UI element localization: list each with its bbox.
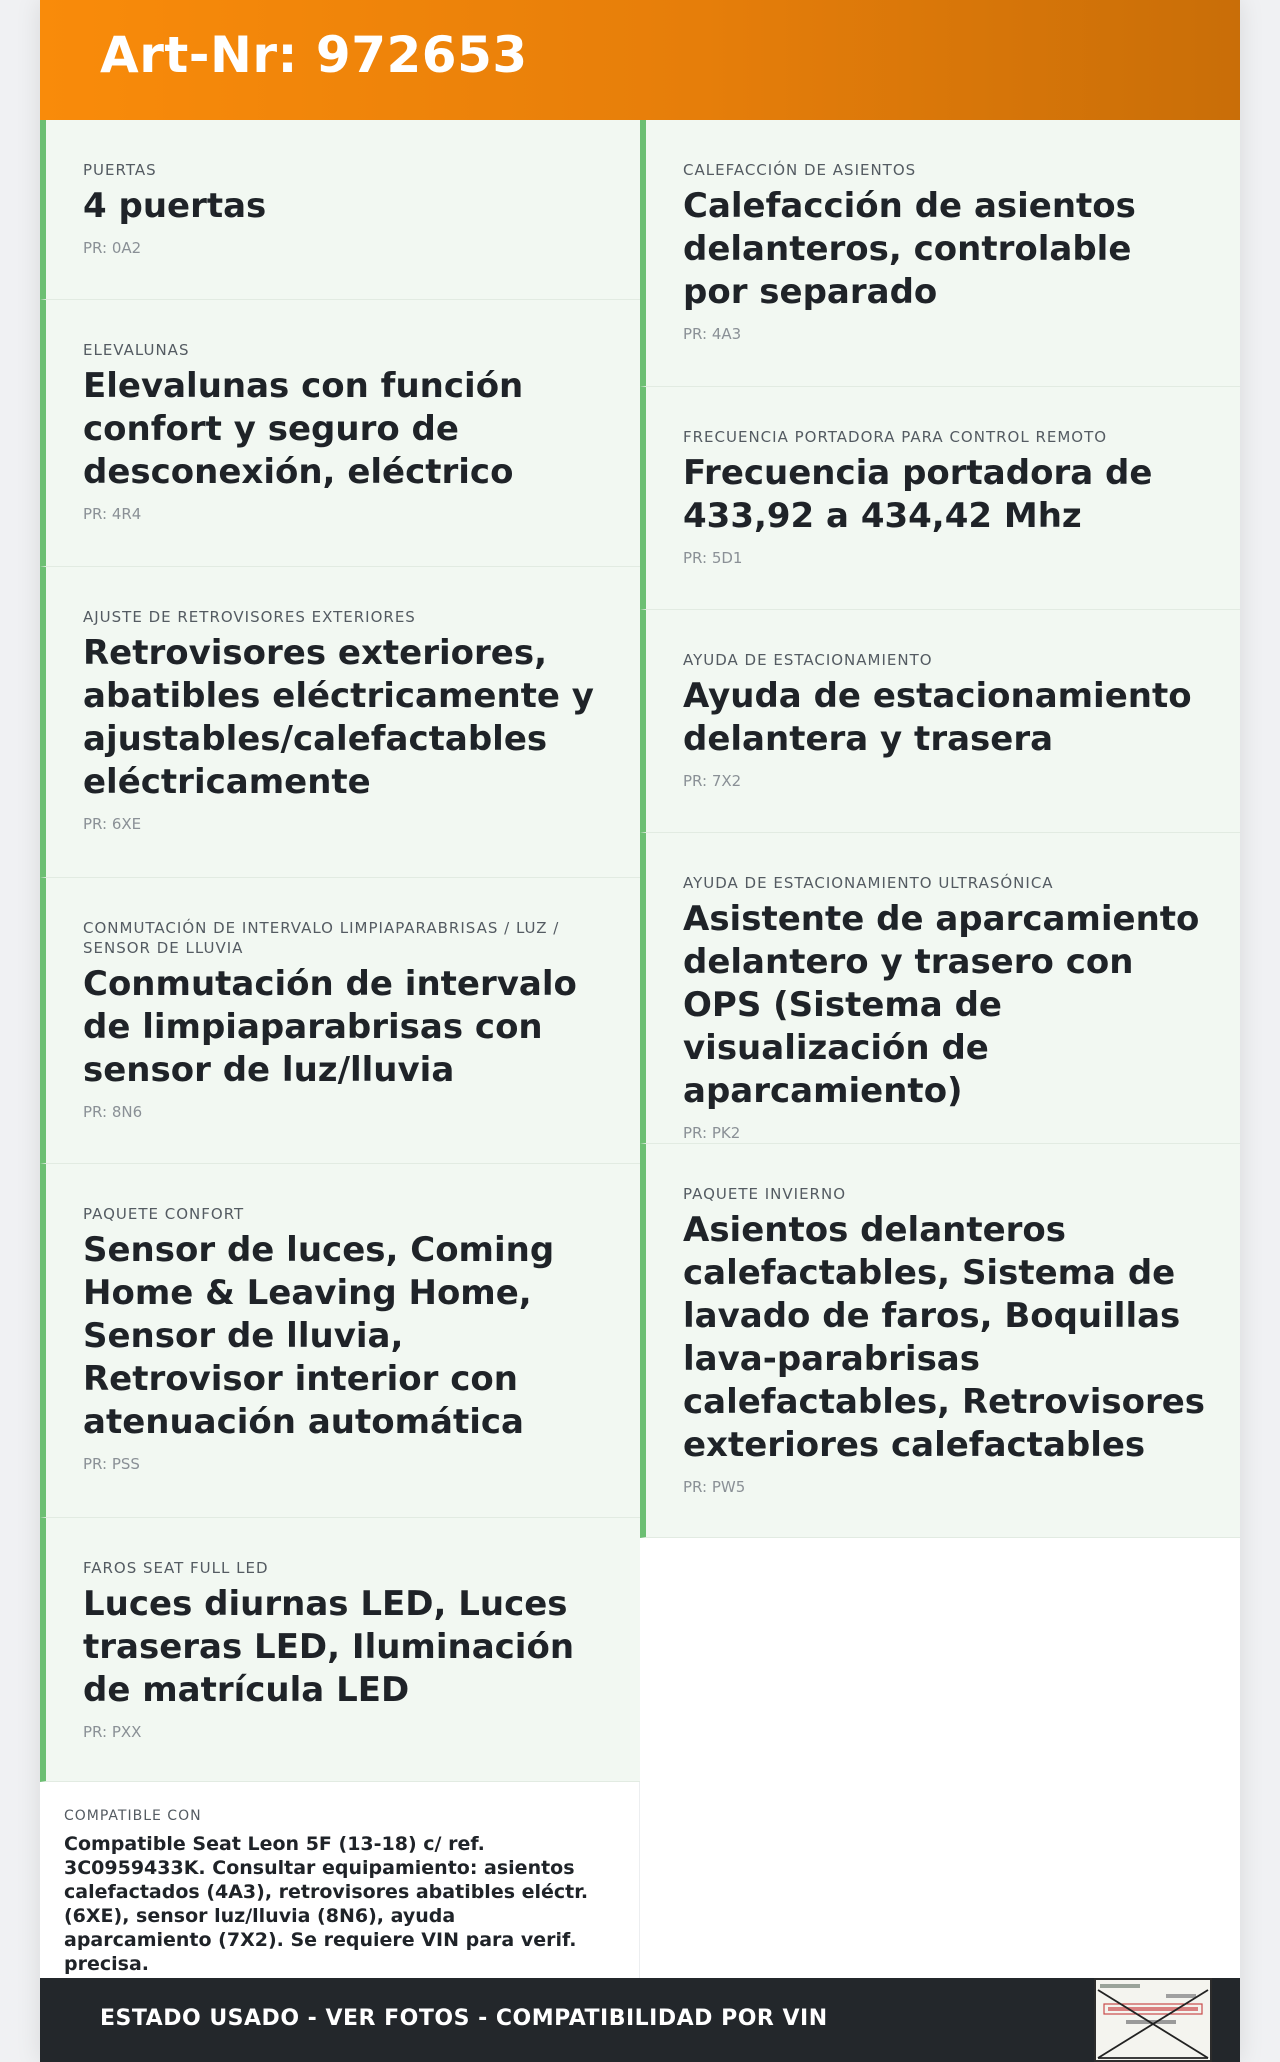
feature-label: AYUDA DE ESTACIONAMIENTO ULTRASÓNICA bbox=[683, 874, 1054, 892]
feature-card bbox=[640, 120, 1240, 387]
feature-pr-code: PR: PXX bbox=[83, 1723, 142, 1741]
feature-pr-code: PR: 8N6 bbox=[83, 1103, 143, 1121]
feature-value: Luces diurnas LED, Luces traseras LED, Iluminación de matrícula LED bbox=[83, 1584, 575, 1710]
feature-pr-code: PR: PSS bbox=[83, 1455, 140, 1473]
feature-card bbox=[40, 567, 640, 878]
feature-label: AYUDA DE ESTACIONAMIENTO bbox=[683, 651, 933, 669]
feature-value: Elevalunas con función confort y seguro de desconexión, eléctrico bbox=[83, 366, 524, 492]
feature-card bbox=[40, 878, 640, 1164]
feature-card bbox=[40, 120, 640, 300]
feature-card bbox=[40, 1518, 640, 1782]
feature-card bbox=[640, 387, 1240, 610]
feature-pr-code: PR: 4A3 bbox=[683, 325, 742, 343]
feature-card bbox=[640, 610, 1240, 833]
feature-value: Ayuda de estacionamiento delantera y trasera bbox=[683, 676, 1192, 759]
feature-value: Calefacción de asientos delanteros, controlable por separado bbox=[683, 186, 1136, 312]
feature-value: Retrovisores exteriores, abatibles eléctricamente y ajustables/calefactables eléctricamente bbox=[83, 633, 594, 802]
feature-value: 4 puertas bbox=[83, 186, 267, 226]
feature-label: PUERTAS bbox=[83, 161, 157, 179]
feature-pr-code: PR: PW5 bbox=[683, 1478, 746, 1496]
feature-card bbox=[640, 1144, 1240, 1538]
label-thumbnail[interactable] bbox=[1094, 1978, 1212, 2062]
label-thumbnail-icon bbox=[1096, 1980, 1210, 2060]
header-bar bbox=[40, 0, 1240, 120]
compatibility-text: Compatible Seat Leon 5F (13-18) c/ ref. 3C0959433K. Consultar equipamiento: asientos calefactados (4A3), retrovisores abatibles eléctr. (6XE), sensor luz/lluvia (8N6), ayuda aparcamiento (7X2). Se requiere VIN para verif. precisa. bbox=[64, 1833, 589, 1975]
right-feature-column bbox=[640, 120, 1240, 1538]
feature-label: AJUSTE DE RETROVISORES EXTERIORES bbox=[83, 608, 416, 626]
feature-label: PAQUETE CONFORT bbox=[83, 1205, 245, 1223]
product-sheet bbox=[40, 0, 1240, 2062]
footer-bar bbox=[40, 1978, 1240, 2062]
compatibility-section bbox=[40, 1782, 640, 1978]
feature-value: Asistente de aparcamiento delantero y trasero con OPS (Sistema de visualización de aparcamiento) bbox=[683, 899, 1200, 1111]
feature-card bbox=[640, 833, 1240, 1144]
article-number-title: Art-Nr: 972653 bbox=[100, 26, 528, 84]
compatibility-label: COMPATIBLE CON bbox=[64, 1808, 202, 1824]
feature-pr-code: PR: 6XE bbox=[83, 815, 142, 833]
feature-label: ELEVALUNAS bbox=[83, 341, 190, 359]
feature-value: Frecuencia portadora de 433,92 a 434,42 Mhz bbox=[683, 453, 1153, 536]
feature-card bbox=[40, 300, 640, 567]
feature-value: Asientos delanteros calefactables, Sistema de lavado de faros, Boquillas lava-parabrisas calefactables, Retrovisores exteriores calefactables bbox=[683, 1210, 1206, 1465]
feature-value: Conmutación de intervalo de limpiaparabrisas con sensor de luz/lluvia bbox=[83, 964, 577, 1090]
feature-label: FRECUENCIA PORTADORA PARA CONTROL REMOTO bbox=[683, 428, 1108, 446]
feature-pr-code: PR: 0A2 bbox=[83, 239, 142, 257]
feature-pr-code: PR: 5D1 bbox=[683, 549, 743, 567]
feature-pr-code: PR: 4R4 bbox=[83, 505, 142, 523]
feature-label: FAROS SEAT FULL LED bbox=[83, 1559, 269, 1577]
feature-card bbox=[40, 1164, 640, 1518]
footer-status-text: ESTADO USADO - VER FOTOS - COMPATIBILIDAD POR VIN bbox=[100, 2006, 828, 2031]
feature-label: CALEFACCIÓN DE ASIENTOS bbox=[683, 161, 917, 179]
feature-label: CONMUTACIÓN DE INTERVALO LIMPIAPARABRISAS / LUZ / SENSOR DE LLUVIA bbox=[83, 919, 560, 957]
left-feature-column bbox=[40, 120, 640, 1782]
feature-value: Sensor de luces, Coming Home & Leaving Home, Sensor de lluvia, Retrovisor interior con atenuación automática bbox=[83, 1230, 555, 1442]
feature-pr-code: PR: PK2 bbox=[683, 1124, 741, 1142]
feature-label: PAQUETE INVIERNO bbox=[683, 1185, 847, 1203]
feature-pr-code: PR: 7X2 bbox=[683, 772, 742, 790]
